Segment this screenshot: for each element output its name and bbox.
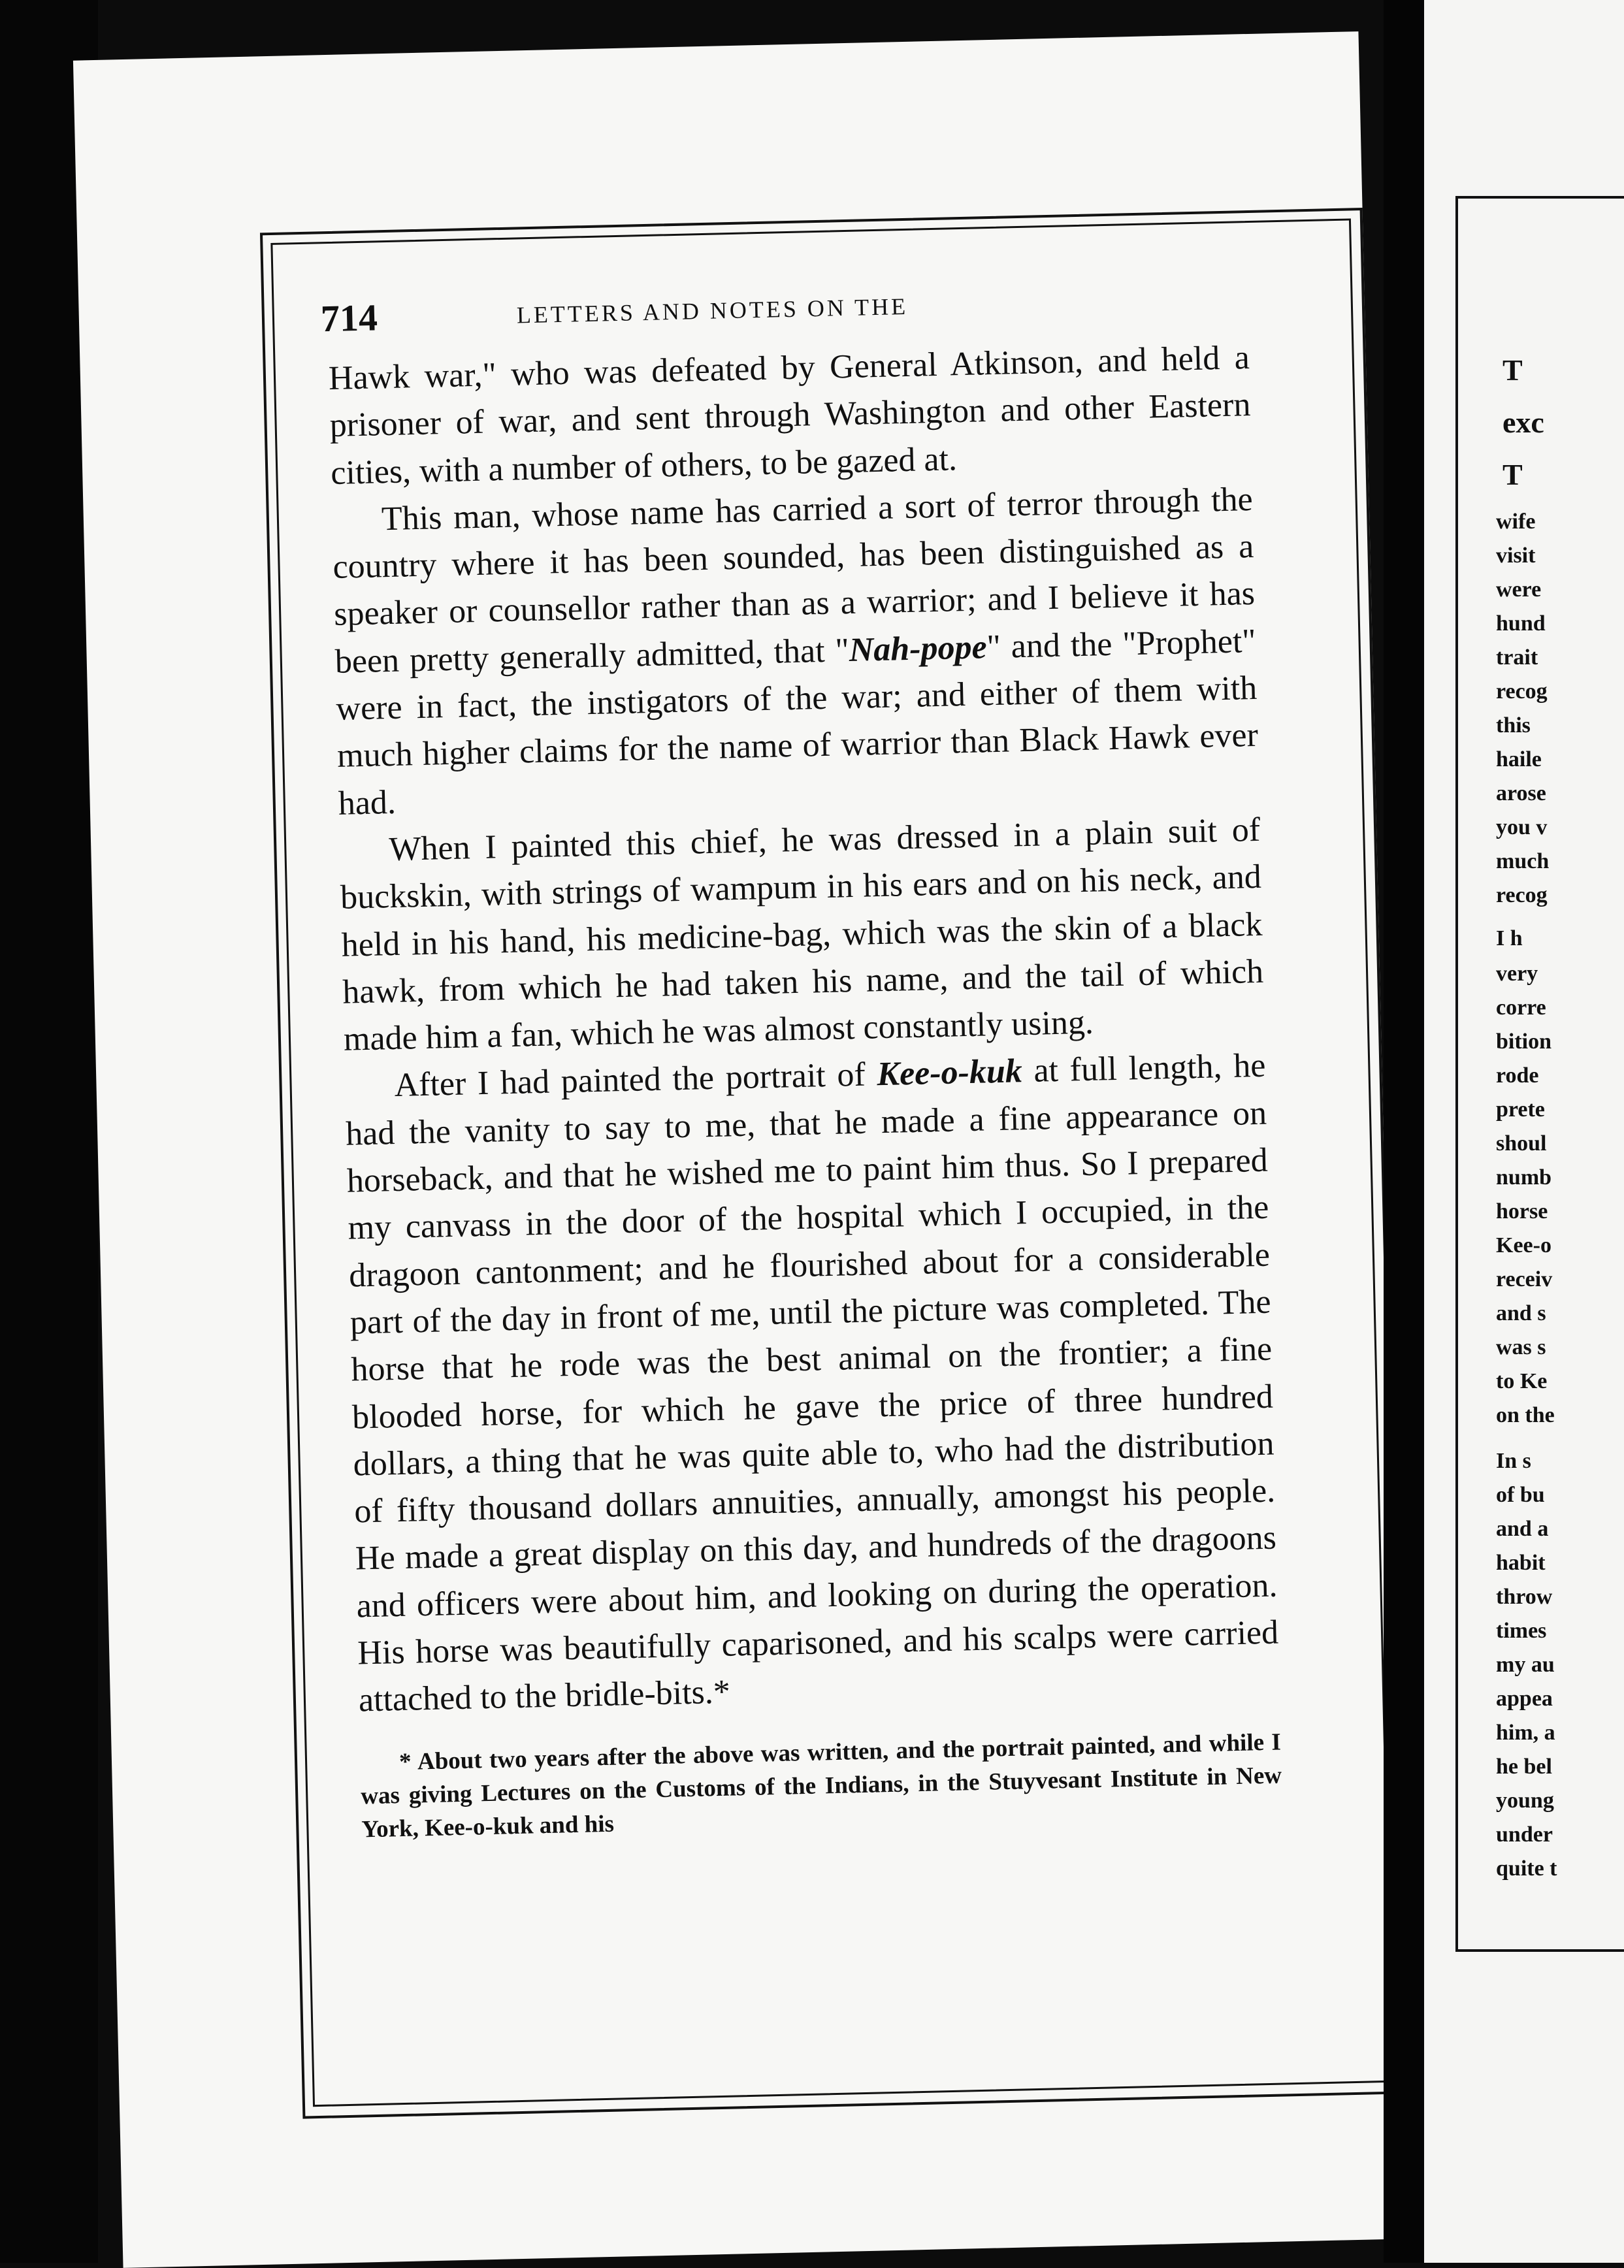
paragraph (339, 807, 1265, 1063)
facing-page-line: horse (1496, 1199, 1548, 1223)
facing-page-line: times (1496, 1619, 1547, 1643)
facing-page-line: recog (1496, 679, 1548, 704)
facing-page-line: my au (1496, 1653, 1555, 1677)
facing-page-line: were (1496, 577, 1542, 602)
facing-page-line: and a (1496, 1517, 1549, 1541)
facing-page-line: very (1496, 962, 1538, 986)
facing-page-line: and s (1496, 1301, 1546, 1325)
facing-page-line: this (1496, 713, 1531, 737)
book-page (73, 31, 1408, 2268)
facing-page-line: under (1496, 1822, 1553, 1847)
facing-page-line: him, a (1496, 1721, 1555, 1745)
text-run: Hawk war," who was defeated by General Atkinson, and held a prisoner of war, and sent through Washington and other Eastern cities, with a number of others, to be gazed at. (328, 339, 1251, 492)
facing-page-line: I h (1496, 926, 1523, 950)
facing-page (1424, 0, 1624, 2263)
facing-page-line: appea (1496, 1687, 1553, 1711)
facing-page-line: to Ke (1496, 1369, 1548, 1393)
facing-page-line: shoul (1496, 1131, 1547, 1156)
book-gutter (1384, 0, 1424, 2263)
facing-page-line: wife (1496, 510, 1536, 534)
italic-name: Kee-o-kuk (876, 1052, 1023, 1094)
facing-page-line: rode (1496, 1063, 1539, 1088)
page-number: 714 (320, 296, 378, 340)
paragraph (344, 1043, 1280, 1725)
text-run: After I had painted the portrait of (393, 1056, 878, 1105)
facing-page-line: exc (1502, 406, 1544, 439)
text-run: When I painted this chief, he was dressed in a plain suit of buckskin, with strings of wampum in his ears and on his neck, and held in his hand, his medicine-bag, which was the skin of a black hawk, from which he had taken his name, and the tail of which made him a fan, which he was almost constantly using. (340, 811, 1264, 1058)
facing-page-line: prete (1496, 1097, 1545, 1122)
facing-page-line: numb (1496, 1165, 1552, 1190)
text-run: This man, whose name has carried a sort of terror through the country where it has been sounded, has been distinguished as a speaker or counsellor rather than as a warrior; and I believe it has been pretty generally admitted, that " (332, 480, 1256, 681)
facing-page-line: receiv (1496, 1267, 1553, 1291)
paragraph (331, 476, 1259, 828)
facing-page-line: habit (1496, 1551, 1546, 1575)
facing-page-line: throw (1496, 1585, 1553, 1609)
footnote: * About two years after the above was written, and the portrait painted, and while I was giving Lectures on the Customs of the Indians, in the Stuyvesant Institute in New York, Kee-o-kuk and his (360, 1728, 1282, 1843)
text-run: at full length, he had the vanity to say to me, that he made a fine appearance on horseback, and that he wished me to paint him thus. So I prepared my canvass in the door of the hospital which I occupied, in the dragoon cantonment; and he flourished about for a considerable part of the day in front of me, until the picture was completed. The horse that he rode was the best animal on the frontier; a fine blooded horse, for which he gave the price of three hundred dollars, a thing that he was quite able to, who had the distribution of fifty thousand dollars annuities, annually, amongst his people. He made a great display on this day, and hundreds of the dragoons and officers were about him, and looking on during the operation. His horse was beautifully caparisoned, and his scalps were carried attached to the bridle-bits.* (345, 1047, 1279, 1719)
text-run: " and the "Prophet" were in fact, the instigators of the war; and either of them with much higher claims for the name of warrior than Black Hawk ever had. (335, 622, 1259, 822)
facing-page-line: T (1502, 353, 1523, 387)
facing-page-line: quite t (1496, 1856, 1557, 1881)
facing-page-line: corre (1496, 996, 1546, 1020)
running-title: LETTERS AND NOTES ON THE (516, 293, 909, 329)
facing-page-line: he bel (1496, 1755, 1552, 1779)
facing-page-line: on the (1496, 1403, 1555, 1427)
facing-page-line: hund (1496, 611, 1546, 636)
facing-page-line: of bu (1496, 1483, 1545, 1507)
facing-page-line: was s (1496, 1335, 1546, 1359)
facing-page-line: trait (1496, 645, 1538, 670)
italic-name: Nah-pope (849, 628, 988, 669)
facing-page-line: Kee-o (1496, 1233, 1551, 1257)
facing-page-line: T (1502, 458, 1523, 491)
facing-page-line: you v (1496, 815, 1548, 839)
paragraph (328, 334, 1252, 497)
facing-page-line: recog (1496, 883, 1548, 907)
facing-page-line: arose (1496, 781, 1546, 805)
facing-page-line: visit (1496, 543, 1536, 568)
facing-page-line: bition (1496, 1029, 1552, 1054)
facing-page-line: much (1496, 849, 1550, 873)
facing-page-line: young (1496, 1789, 1554, 1813)
facing-page-line: haile (1496, 747, 1542, 771)
facing-page-text (1424, 0, 1624, 2263)
facing-page-line: In s (1496, 1449, 1531, 1473)
body-text (328, 334, 1280, 1725)
